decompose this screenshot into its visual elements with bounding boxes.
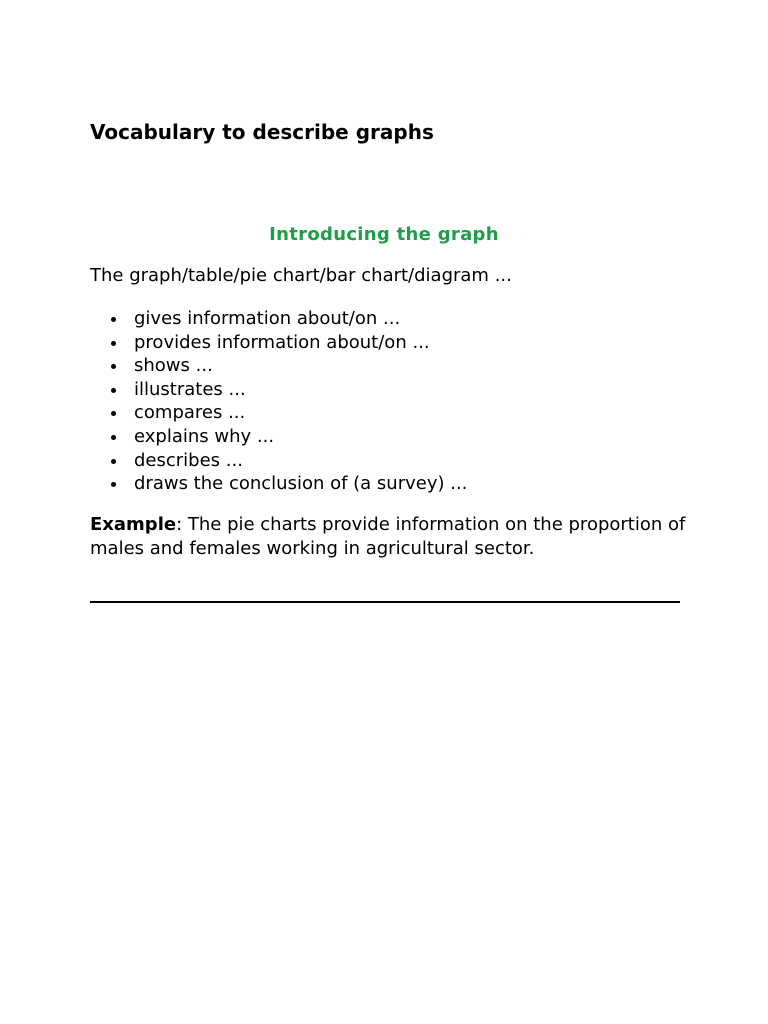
section-heading: Introducing the graph <box>269 224 499 245</box>
vocabulary-list <box>90 307 467 496</box>
horizontal-rule <box>90 601 680 603</box>
list-item <box>90 401 467 425</box>
list-item-text: shows ... <box>134 355 213 377</box>
bullet-icon <box>111 459 116 464</box>
list-item <box>90 307 467 331</box>
example-text: : The pie charts provide information on the proportion of males and females working in agricultural sector. <box>90 514 686 559</box>
bullet-icon <box>111 388 116 393</box>
list-item <box>90 425 467 449</box>
intro-line: The graph/table/pie chart/bar chart/diagram ... <box>90 265 512 286</box>
list-item-text: provides information about/on ... <box>134 331 430 353</box>
list-item-text: compares ... <box>134 402 246 424</box>
bullet-icon <box>111 435 116 440</box>
example-label: Example <box>90 514 177 535</box>
bullet-icon <box>111 364 116 369</box>
list-item <box>90 449 467 473</box>
bullet-icon <box>111 341 116 346</box>
list-item-text: explains why ... <box>134 425 275 447</box>
list-item <box>90 354 467 378</box>
list-item-text: gives information about/on ... <box>134 308 401 329</box>
list-item <box>90 472 467 496</box>
list-item-text: illustrates ... <box>134 378 246 400</box>
list-item-text: draws the conclusion of (a survey) ... <box>134 473 468 495</box>
list-item-text: describes ... <box>134 449 243 471</box>
bullet-icon <box>111 317 116 322</box>
list-item <box>90 378 467 402</box>
list-item <box>90 331 467 355</box>
bullet-icon <box>111 482 116 487</box>
page-title: Vocabulary to describe graphs <box>90 120 434 144</box>
bullet-icon <box>111 411 116 416</box>
example-paragraph <box>90 513 690 560</box>
